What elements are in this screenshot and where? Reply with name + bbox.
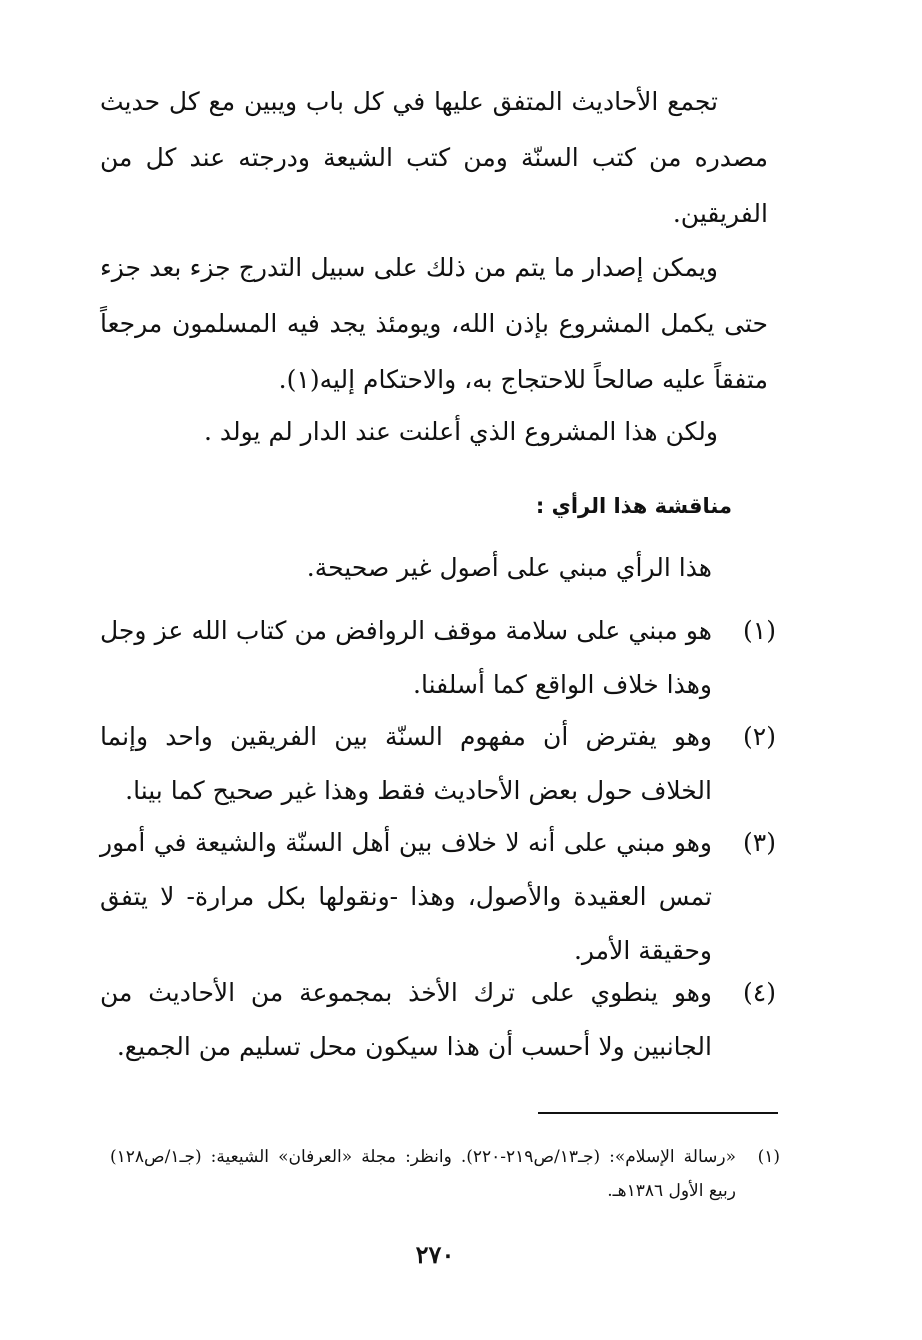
list-item-number: (٤) (743, 978, 776, 1007)
paragraph-1: تجمع الأحاديث المتفق عليها في كل باب ويبين مع كل حديث مصدره من كتب السنّة ومن كتب الشيعة ودرجته عند كل من الفريقين. (100, 87, 768, 228)
intro-paragraph: هذا الرأي مبني على أصول غير صحيحة. (306, 553, 712, 582)
page-number: ٢٧٠ (415, 1240, 455, 1269)
footnote-number: (١) (757, 1147, 780, 1167)
list-item-text: وهو ينطوي على ترك الأخذ بمجموعة من الأحاديث من الجانبين ولا أحسب أن هذا سيكون محل تسليم من الجميع. (100, 978, 712, 1061)
list-item-text: هو مبني على سلامة موقف الروافض من كتاب الله عز وجل وهذا خلاف الواقع كما أسلفنا. (100, 616, 712, 699)
footnote-text: «رسالة الإسلام»: (جـ١٣/ص٢١٩-٢٢٠). وانظر: مجلة «العرفان» الشيعية: (جـ١/ص١٢٨) ربيع الأول ١٣٨٦هـ. (110, 1147, 736, 1201)
section-heading: مناقشة هذا الرأي : (535, 494, 732, 518)
footnote-divider (538, 1112, 778, 1114)
list-item (100, 604, 776, 712)
paragraph-2: ويمكن إصدار ما يتم من ذلك على سبيل التدرج جزء بعد جزء حتى يكمل المشروع بإذن الله، ويومئذ يجد فيه المسلمون مرجعاً متفقاً عليه صالحاً للاحتجاج به، والاحتكام إليه(١). (100, 253, 768, 394)
list-item (100, 966, 776, 1074)
paragraph-3: ولكن هذا المشروع الذي أعلنت عند الدار لم يولد . (204, 417, 718, 446)
list-item-text: وهو مبني على أنه لا خلاف بين أهل السنّة والشيعة في أمور تمس العقيدة والأصول، وهذا -ونقولها بكل مرارة- لا يتفق وحقيقة الأمر. (100, 828, 712, 965)
list-item (100, 710, 776, 818)
list-item-number: (٢) (743, 722, 776, 751)
list-item-text: وهو يفترض أن مفهوم السنّة بين الفريقين واحد وإنما الخلاف حول بعض الأحاديث فقط وهذا غير صحيح كما بينا. (100, 722, 712, 805)
list-item-number: (٣) (743, 828, 776, 857)
list-item-number: (١) (743, 616, 776, 645)
list-item (100, 816, 776, 978)
footnote (110, 1140, 780, 1208)
